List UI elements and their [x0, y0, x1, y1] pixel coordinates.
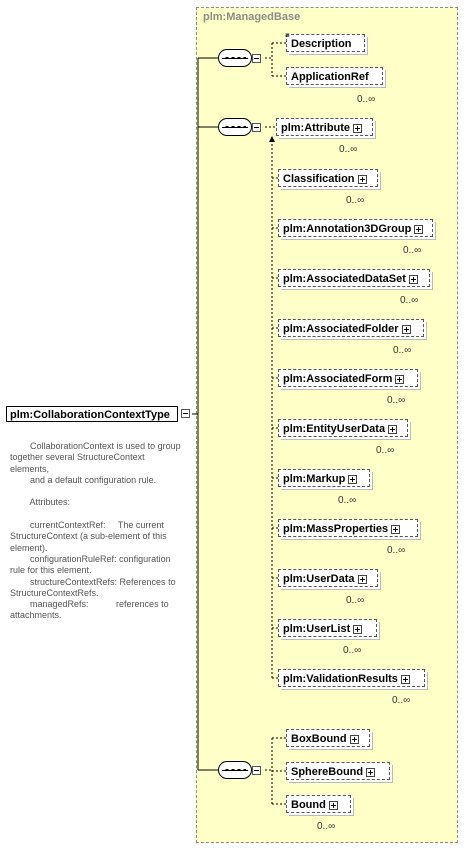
choice-node-3: [218, 761, 252, 779]
element-label: Bound: [291, 799, 326, 811]
multiplicity-label: 0..∞: [376, 445, 395, 456]
documentation-text: CollaborationContext is used to group together several StructureContext elements, and a default configuration rule. Attributes: currentContextRef: The current StructureContext (a sub-element of this element). configurationRuleRef: configuration rule for this element. structureContextRefs: References to StructureContextRefs. managedRefs: references to attachments.: [10, 441, 181, 621]
expand-icon[interactable]: [388, 425, 397, 434]
element-applicationref[interactable]: [286, 67, 383, 85]
multiplicity-label: 0..∞: [338, 495, 357, 506]
root-type-node[interactable]: [6, 406, 178, 422]
expand-icon[interactable]: [402, 325, 411, 334]
sequence-2-collapse-icon[interactable]: [252, 123, 261, 132]
element-plm-annotation3dgroup[interactable]: [278, 219, 433, 237]
element-plm-validationresults[interactable]: [278, 669, 425, 687]
expand-icon[interactable]: [366, 768, 375, 777]
expand-icon[interactable]: [414, 225, 423, 234]
root-type-label: plm:CollaborationContextType: [10, 409, 170, 421]
expand-icon[interactable]: [409, 275, 418, 284]
element-plm-massproperties[interactable]: [278, 519, 418, 537]
element-plm-associatedform[interactable]: [278, 369, 418, 387]
element-label: SphereBound: [291, 766, 364, 778]
multiplicity-label: 0..∞: [343, 645, 362, 656]
expand-icon[interactable]: [391, 525, 400, 534]
element-label: plm:AssociatedFolder: [283, 323, 399, 335]
sequence-node-1: [218, 49, 252, 67]
element-label: plm:AssociatedDataSet: [283, 273, 406, 285]
root-collapse-icon[interactable]: [181, 409, 190, 418]
element-label: plm:UserData: [283, 573, 355, 585]
element-boxbound[interactable]: [286, 729, 370, 747]
sequence-1-collapse-icon[interactable]: [252, 54, 261, 63]
element-plm-associateddataset[interactable]: [278, 269, 430, 287]
element-plm-userlist[interactable]: [278, 619, 377, 637]
element-plm-associatedfolder[interactable]: [278, 319, 424, 337]
expand-icon[interactable]: [329, 801, 338, 810]
element-label: plm:ValidationResults: [283, 673, 398, 685]
multiplicity-label: 0..∞: [317, 821, 336, 832]
expand-icon[interactable]: [401, 675, 410, 684]
multiplicity-label: 0..∞: [400, 295, 419, 306]
element-label: plm:Markup: [283, 473, 346, 485]
expand-icon[interactable]: [350, 735, 359, 744]
element-label: ApplicationRef: [291, 71, 369, 83]
element-plm-entityuserdata[interactable]: [278, 419, 408, 437]
multiplicity-label: 0..∞: [403, 245, 422, 256]
multiplicity-label: 0..∞: [357, 94, 376, 105]
documentation-icon: ≡: [285, 31, 290, 40]
element-plm-attribute[interactable]: [276, 118, 373, 136]
element-label: plm:UserList: [283, 623, 351, 635]
base-type-title: plm:ManagedBase: [203, 11, 301, 23]
expand-icon[interactable]: [358, 575, 367, 584]
element-label: BoxBound: [291, 733, 347, 745]
multiplicity-label: 0..∞: [392, 695, 411, 706]
expand-icon[interactable]: [358, 175, 367, 184]
element-label: Description: [291, 38, 352, 50]
expand-icon[interactable]: [348, 475, 357, 484]
multiplicity-label: 0..∞: [346, 595, 365, 606]
element-label: plm:Annotation3DGroup: [283, 223, 412, 235]
element-plm-userdata[interactable]: [278, 569, 378, 587]
multiplicity-label: 0..∞: [346, 195, 365, 206]
element-label: plm:Attribute: [281, 122, 351, 134]
element-label: plm:AssociatedForm: [283, 373, 393, 385]
multiplicity-label: 0..∞: [393, 345, 412, 356]
multiplicity-label: 0..∞: [339, 144, 358, 155]
multiplicity-label: 0..∞: [387, 545, 406, 556]
expand-icon[interactable]: [395, 375, 404, 384]
element-spherebound[interactable]: [286, 762, 390, 780]
element-label: plm:EntityUserData: [283, 423, 386, 435]
sequence-node-2: [218, 118, 252, 136]
expand-icon[interactable]: [353, 625, 362, 634]
element-description[interactable]: [285, 31, 365, 52]
multiplicity-label: 0..∞: [387, 395, 406, 406]
expand-icon[interactable]: [353, 124, 362, 133]
element-label: plm:MassProperties: [283, 523, 389, 535]
choice-3-collapse-icon[interactable]: [252, 766, 261, 775]
element-plm-markup[interactable]: [278, 469, 370, 487]
element-bound[interactable]: [286, 795, 351, 813]
element-label: Classification: [283, 173, 355, 185]
element-classification[interactable]: [278, 169, 378, 187]
